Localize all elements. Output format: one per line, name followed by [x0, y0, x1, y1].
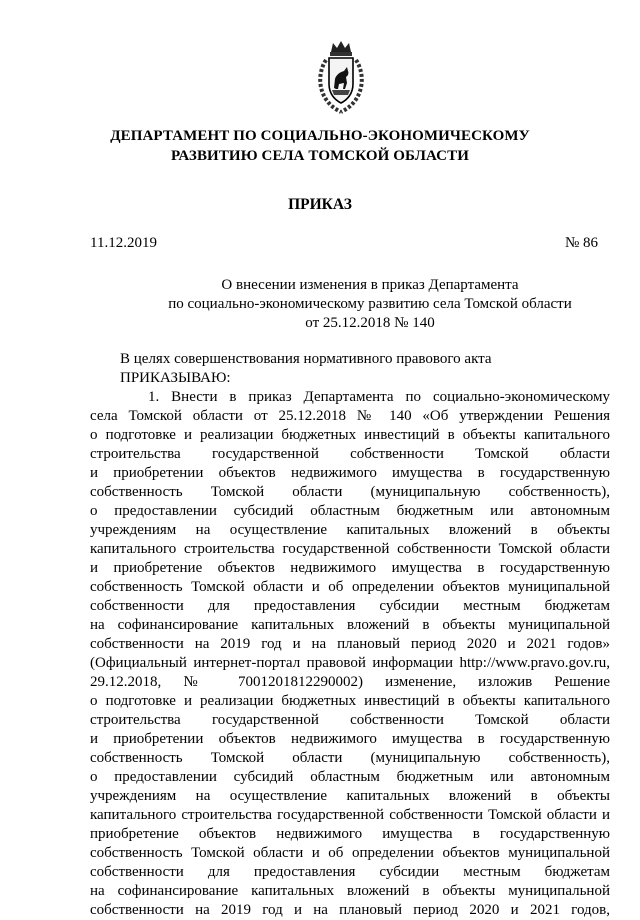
body-text-line: и приобретении объектов недвижимого имущества в государственную — [90, 731, 610, 747]
body-text-line: на софинансирование капитальных вложений в объекты муниципальной — [90, 617, 610, 633]
body-text-line: капитального строительства государственной собственности Томской области — [90, 541, 610, 557]
document-type-title: ПРИКАЗ — [288, 196, 352, 213]
department-name — [0, 126, 640, 166]
body-text-line: собственности на 2019 год и на плановый период 2020 и 2021 годов» — [90, 636, 610, 652]
body-text-line: собственности для предоставления субсидии местным бюджетам — [90, 598, 610, 614]
body-text-line: собственности для предоставления субсидии местным бюджетам — [90, 864, 610, 880]
subject-line-1: О внесении изменения в приказ Департамента — [221, 277, 519, 293]
document-body — [90, 350, 610, 920]
subject-line-2: по социально-экономическому развитию села Томской области — [168, 296, 572, 312]
body-text-line: собственность Томской области (муниципальную собственность), — [90, 484, 610, 500]
document-date: 11.12.2019 — [90, 235, 157, 251]
tomsk-coat-of-arms-icon — [316, 38, 366, 116]
body-text-line: и приобретении объектов недвижимого имущества в государственную — [90, 465, 610, 481]
body-text-line: учреждениям на осуществление капитальных вложений в объекты — [90, 522, 610, 538]
body-text-line: В целях совершенствования нормативного правового акта — [120, 351, 492, 367]
body-text-line: (Официальный интернет-портал правовой информации http://www.pravo.gov.ru, — [90, 655, 610, 671]
body-text-line: строительства государственной собственности Томской области — [90, 712, 610, 728]
subject-line-3: от 25.12.2018 № 140 — [305, 315, 435, 331]
body-text-line: ПРИКАЗЫВАЮ: — [120, 370, 231, 386]
body-text-line: собственность Томской области и об определении объектов муниципальной — [90, 845, 610, 861]
department-line-1: ДЕПАРТАМЕНТ ПО СОЦИАЛЬНО-ЭКОНОМИЧЕСКОМУ — [110, 128, 530, 144]
body-text-line: собственность Томской области и об определении объектов муниципальной — [90, 579, 610, 595]
department-line-2: РАЗВИТИЮ СЕЛА ТОМСКОЙ ОБЛАСТИ — [171, 148, 469, 164]
body-text-line: о подготовке и реализации бюджетных инвестиций в объекты капитального — [90, 427, 610, 443]
body-text-line: о предоставлении субсидий областным бюджетным или автономным — [90, 769, 610, 785]
body-text-line: приобретение объектов недвижимого имущества в государственную — [90, 826, 610, 842]
body-text-line: собственность Томской области (муниципальную собственность), — [90, 750, 610, 766]
document-number: № 86 — [564, 235, 598, 251]
body-text-line: 1. Внести в приказ Департамента по социально-экономическому — [148, 389, 610, 405]
body-text-line: на софинансирование капитальных вложений в объекты муниципальной — [90, 883, 610, 899]
body-text-line: 29.12.2018, № 7001201812290002) изменение, изложив Решение — [90, 674, 610, 690]
body-text-line: о предоставлении субсидий областным бюджетным или автономным — [90, 503, 610, 519]
body-text-line: о подготовке и реализации бюджетных инвестиций в объекты капитального — [90, 693, 610, 709]
body-text-line: капитального строительства государственной собственности Томской области и — [90, 807, 610, 823]
body-text-line: учреждениям на осуществление капитальных вложений в объекты — [90, 788, 610, 804]
document-subject — [120, 276, 620, 333]
body-text-line: села Томской области от 25.12.2018 № 140 «Об утверждении Решения — [90, 408, 610, 424]
body-text-line: строительства государственной собственности Томской области — [90, 446, 610, 462]
body-text-line: и приобретение объектов недвижимого имущества в государственную — [90, 560, 610, 576]
body-text-line: собственности на 2019 год и на плановый период 2020 и 2021 годов, — [90, 902, 610, 918]
